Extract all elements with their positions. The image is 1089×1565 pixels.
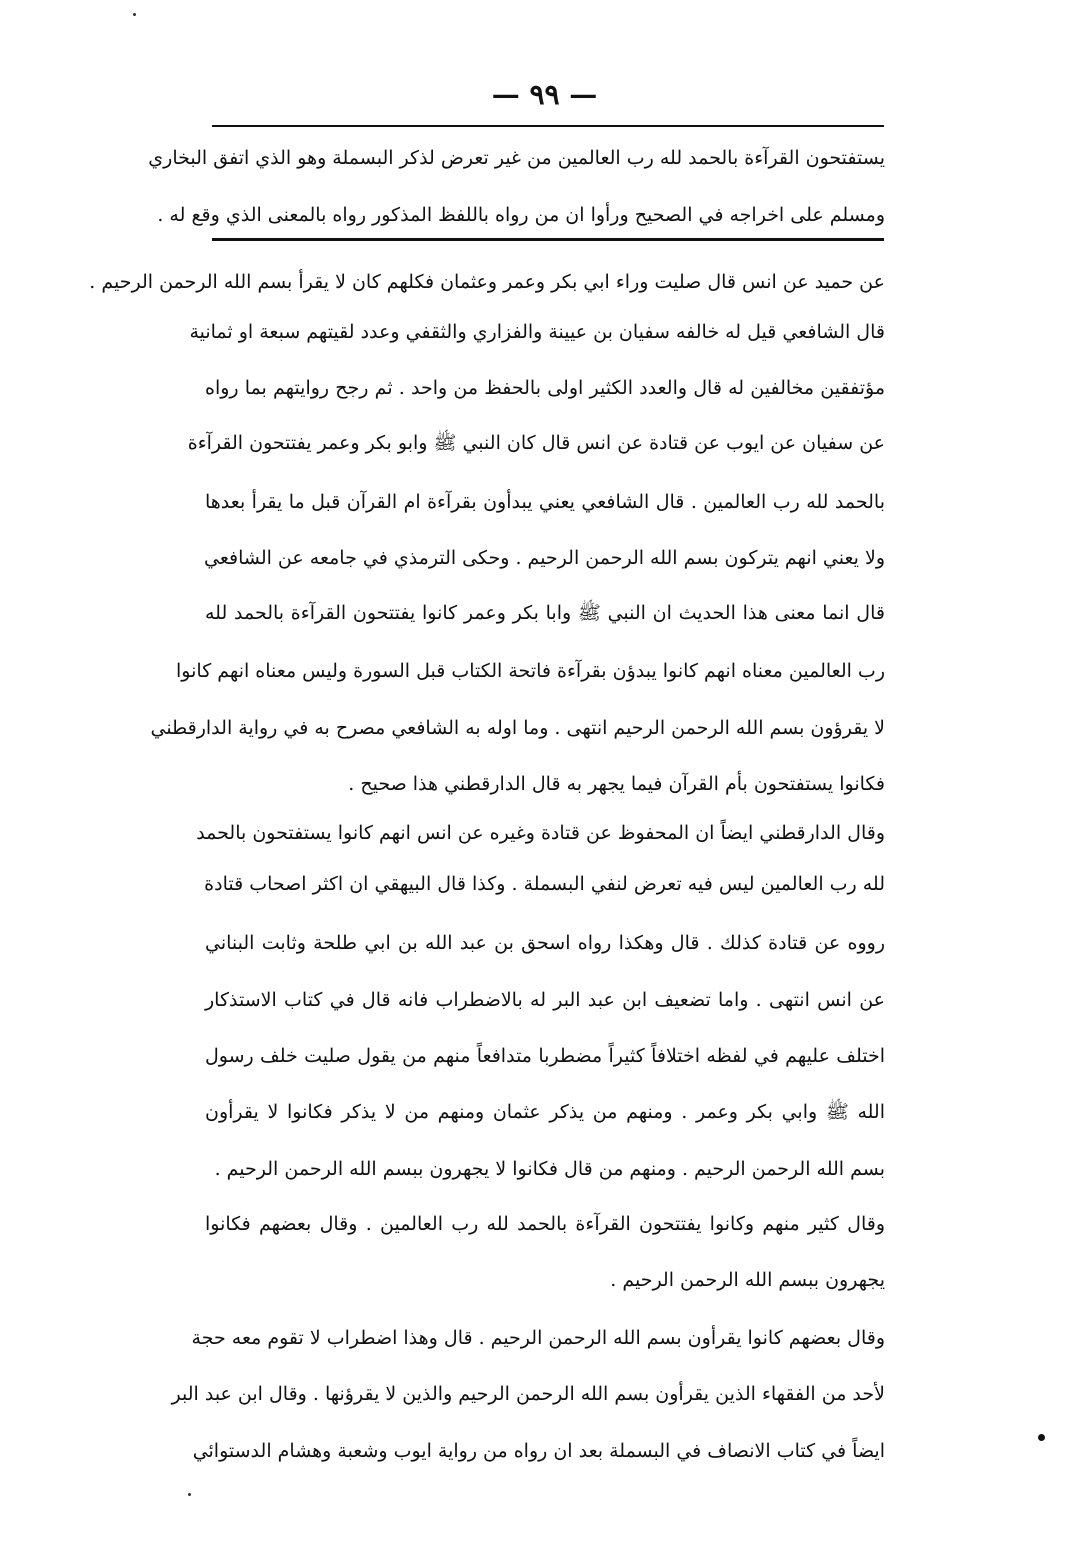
text-line: عن انس انتهى . واما تضعيف ابن عبد البر له بالاضطراب فانه قال في كتاب الاستذكار: [205, 989, 885, 1011]
text-line: لله رب العالمين ليس فيه تعرض لنفي البسملة . وكذا قال البيهقي ان اكثر اصحاب قتادة: [204, 873, 885, 895]
page-number: — ٩٩ —: [491, 78, 598, 111]
text-line: مؤتفقين مخالفين له قال والعدد الكثير اولى بالحفظ من واحد . ثم رجح روايتهم بما رواه: [205, 377, 885, 399]
text-line: ايضاً في كتاب الانصاف في البسملة بعد ان رواه من رواية ايوب وشعبة وهشام الدستوائي: [192, 1440, 885, 1462]
text-line: فكانوا يستفتحون بأم القرآن فيما يجهر به قال الدارقطني هذا صحيح .: [348, 773, 885, 795]
margin-dot: [1038, 1434, 1045, 1441]
scan-speck: [188, 1493, 191, 1496]
text-line: بسم الله الرحمن الرحيم . ومنهم من قال فكانوا لا يجهرون ببسم الله الرحمن الرحيم .: [214, 1158, 885, 1180]
text-line: قال الشافعي قيل له خالفه سفيان بن عيينة والفزاري والثقفي وعدد لقيتهم سبعة او ثمانية: [189, 321, 885, 343]
text-line: الله ﷺ وابي بكر وعمر . ومنهم من يذكر عثمان ومنهم من لا يذكر فكانوا لا يقرأون: [205, 1101, 885, 1123]
text-line: لأحد من الفقهاء الذين يقرأون بسم الله الرحمن الرحيم والذين لا يقرؤنها . وقال ابن عبد البر: [171, 1383, 885, 1405]
text-line: رب العالمين معناه انهم كانوا يبدؤن بقرآءة فاتحة الكتاب قبل السورة وليس معناه انهم كانوا: [176, 660, 885, 682]
text-line: لا يقرؤون بسم الله الرحمن الرحيم انتهى . وما اوله به الشافعي مصرح به في رواية الدارقطني: [150, 717, 885, 739]
text-line: ولا يعني انهم يتركون بسم الله الرحمن الرحيم . وحكى الترمذي في جامعه عن الشافعي: [204, 547, 885, 569]
text-line: وقال بعضهم كانوا يقرأون بسم الله الرحمن الرحيم . قال وهذا اضطراب لا تقوم معه حجة: [191, 1327, 885, 1349]
text-line: عن سفيان عن ايوب عن قتادة عن انس قال كان النبي ﷺ وابو بكر وعمر يفتتحون القرآءة: [187, 432, 885, 454]
text-line: عن حميد عن انس قال صليت وراء ابي بكر وعمر وعثمان فكلهم كان لا يقرأ بسم الله الرحمن الرحيم .: [89, 271, 885, 293]
quote-line: ومسلم على اخراجه في الصحيح ورأوا ان من رواه باللفظ المذكور رواه بالمعنى الذي وقع له .: [157, 204, 885, 226]
scan-speck: [133, 13, 136, 16]
quote-line: يستفتحون القرآءة بالحمد لله رب العالمين من غير تعرض لذكر البسملة وهو الذي اتفق البخاري: [148, 147, 885, 169]
text-line: وقال الدارقطني ايضاً ان المحفوظ عن قتادة وغيره عن انس انهم كانوا يستفتحون بالحمد: [196, 822, 885, 844]
header-rule: [212, 125, 884, 127]
text-line: بالحمد لله رب العالمين . قال الشافعي يعني يبدأون بقرآءة ام القرآن قبل ما يقرأ بعدها: [205, 491, 885, 513]
text-line: قال انما معنى هذا الحديث ان النبي ﷺ وابا بكر وعمر كانوا يفتتحون القرآءة بالحمد لله: [205, 602, 885, 624]
text-line: رووه عن قتادة كذلك . قال وهكذا رواه اسحق بن عبد الله بن ابي طلحة وثابت البناني: [205, 932, 885, 954]
text-line: يجهرون ببسم الله الرحمن الرحيم .: [610, 1269, 885, 1291]
text-line: اختلف عليهم في لفظه اختلافاً كثيراً مضطربا متدافعاً منهم من يقول صليت خلف رسول: [205, 1045, 885, 1067]
quote-divider-rule: [212, 238, 884, 241]
text-line: وقال كثير منهم وكانوا يفتتحون القرآءة بالحمد لله رب العالمين . وقال بعضهم فكانوا: [205, 1213, 885, 1235]
